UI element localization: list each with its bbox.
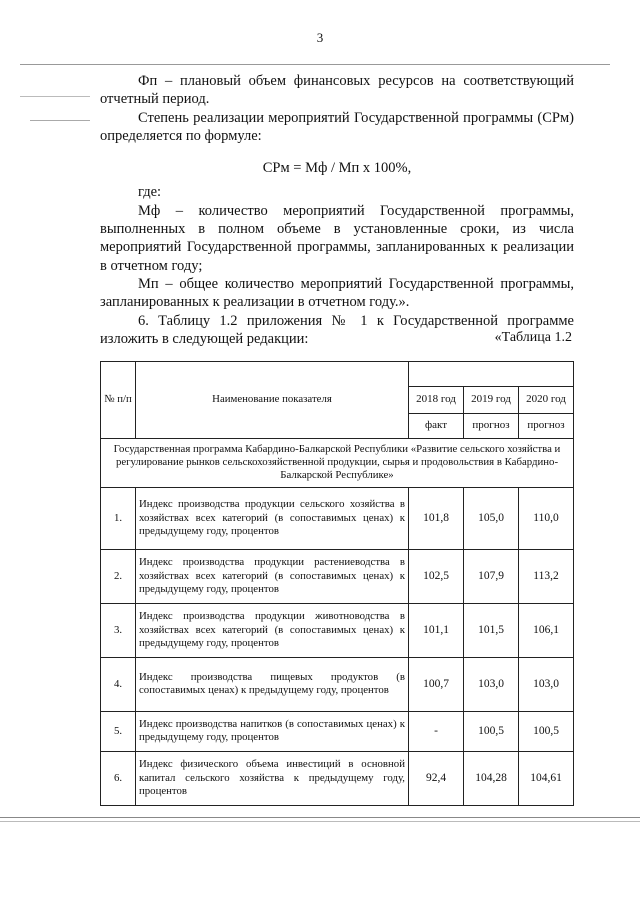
value-2019: 100,5 bbox=[464, 711, 519, 751]
scan-artifact-line bbox=[30, 120, 90, 121]
value-2018: 101,8 bbox=[409, 487, 464, 549]
paragraph-stepen: Степень реализации мероприятий Государственной программы (СРм) определяется по формуле: bbox=[100, 109, 574, 144]
row-name: Индекс производства напитков (в сопоставимых ценах) к предыдущему году, процентов bbox=[136, 711, 409, 751]
table-row bbox=[101, 549, 574, 603]
value-2020: 104,61 bbox=[519, 751, 574, 805]
body-text bbox=[100, 72, 574, 348]
header-year-2018: 2018 год bbox=[409, 387, 464, 414]
header-year-2019: 2019 год bbox=[464, 387, 519, 414]
table-header-blank-row bbox=[101, 362, 574, 387]
value-2018: 101,1 bbox=[409, 603, 464, 657]
value-2018: - bbox=[409, 711, 464, 751]
value-2019: 105,0 bbox=[464, 487, 519, 549]
value-2020: 113,2 bbox=[519, 549, 574, 603]
row-num: 5. bbox=[101, 711, 136, 751]
scan-artifact-line bbox=[20, 96, 90, 97]
scan-artifact-line bbox=[0, 821, 640, 822]
value-2020: 110,0 bbox=[519, 487, 574, 549]
header-num: № п/п bbox=[101, 362, 136, 439]
row-num: 3. bbox=[101, 603, 136, 657]
paragraph-mp-definition: Мп – общее количество мероприятий Государственной программы, запланированных к реализации в отчетном году.». bbox=[100, 275, 574, 311]
table-row bbox=[101, 751, 574, 805]
header-kind-2018: факт bbox=[409, 414, 464, 439]
row-num: 1. bbox=[101, 487, 136, 549]
scan-artifact-line bbox=[20, 64, 610, 65]
value-2018: 92,4 bbox=[409, 751, 464, 805]
value-2019: 104,28 bbox=[464, 751, 519, 805]
value-2020: 103,0 bbox=[519, 657, 574, 711]
table-row bbox=[101, 657, 574, 711]
value-2019: 101,5 bbox=[464, 603, 519, 657]
scan-artifact-line bbox=[0, 817, 640, 818]
table-row bbox=[101, 711, 574, 751]
table-section-row bbox=[101, 439, 574, 488]
row-num: 6. bbox=[101, 751, 136, 805]
row-num: 2. bbox=[101, 549, 136, 603]
row-name: Индекс производства пищевых продуктов (в сопоставимых ценах) к предыдущему году, процентов bbox=[136, 657, 409, 711]
paragraph-item-6: 6. Таблицу 1.2 приложения № 1 к Государственной программе изложить в следующей редакции: bbox=[100, 312, 574, 347]
header-years-group bbox=[409, 362, 574, 387]
header-year-2020: 2020 год bbox=[519, 387, 574, 414]
indicators-table bbox=[100, 361, 574, 806]
row-name: Индекс производства продукции сельского хозяйства в хозяйствах всех категорий (в сопоставимых ценах) к предыдущему году, процентов bbox=[136, 487, 409, 549]
value-2018: 102,5 bbox=[409, 549, 464, 603]
paragraph-fp-definition: Фп – плановый объем финансовых ресурсов на соответствующий отчетный период. bbox=[100, 73, 574, 108]
value-2020: 106,1 bbox=[519, 603, 574, 657]
table-row bbox=[101, 487, 574, 549]
value-2019: 103,0 bbox=[464, 657, 519, 711]
paragraph-mf-definition: Мф – количество мероприятий Государственной программы, выполненных в полном объеме в установленные сроки, из числа мероприятий Государственной программы, запланированных к реализации в отчетном году; bbox=[100, 202, 574, 274]
table-row bbox=[101, 603, 574, 657]
row-num: 4. bbox=[101, 657, 136, 711]
header-kind-2020: прогноз bbox=[519, 414, 574, 439]
header-name: Наименование показателя bbox=[136, 362, 409, 439]
formula: СРм = Мф / Мп х 100%, bbox=[262, 160, 412, 177]
section-title: Государственная программа Кабардино-Балкарской Республики «Развитие сельского хозяйства и регулирование рынков сельскохозяйственной продукции, сырья и продовольствия в Кабардино-Балкарской Республике» bbox=[101, 439, 574, 488]
value-2020: 100,5 bbox=[519, 711, 574, 751]
row-name: Индекс производства продукции растениеводства в хозяйствах всех категорий (в сопоставимых ценах) к предыдущему году, процентов bbox=[136, 549, 409, 603]
header-kind-2019: прогноз bbox=[464, 414, 519, 439]
row-name: Индекс физического объема инвестиций в основной капитал сельского хозяйства к предыдущему году, процентов bbox=[136, 751, 409, 805]
paragraph-where: где: bbox=[138, 184, 162, 201]
value-2019: 107,9 bbox=[464, 549, 519, 603]
table-caption: «Таблица 1.2 bbox=[494, 330, 572, 345]
value-2018: 100,7 bbox=[409, 657, 464, 711]
row-name: Индекс производства продукции животноводства в хозяйствах всех категорий (в сопоставимых ценах) к предыдущему году, процентов bbox=[136, 603, 409, 657]
page-number: 3 bbox=[316, 30, 324, 45]
